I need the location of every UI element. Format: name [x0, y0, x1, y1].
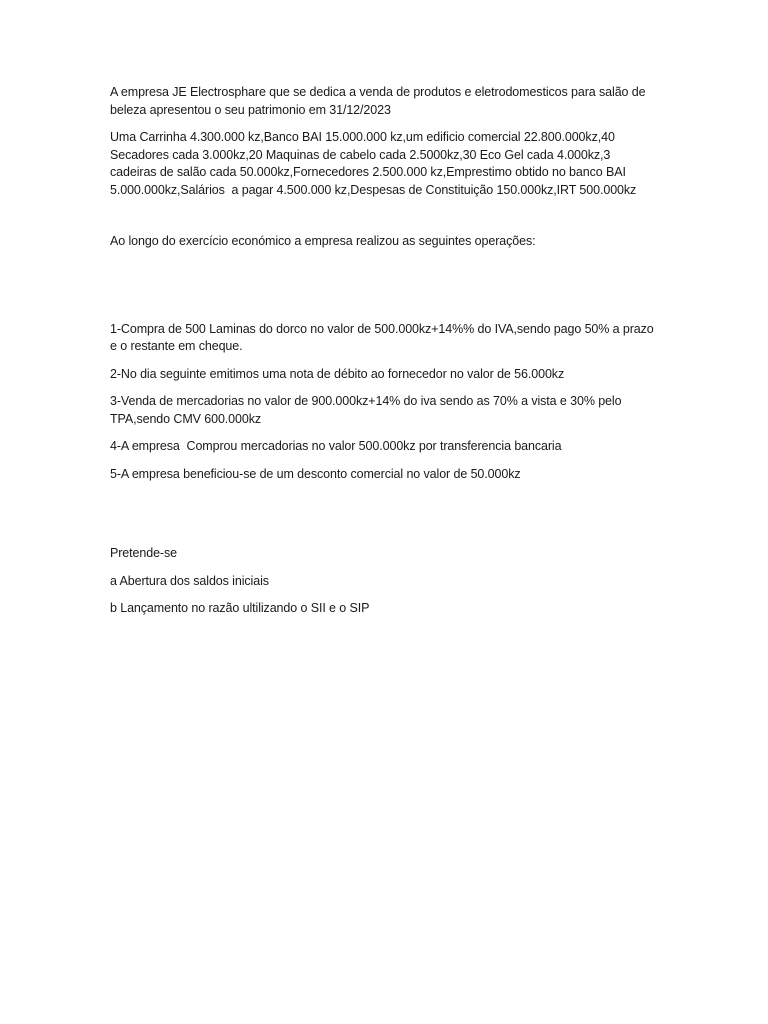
pretende-heading: Pretende-se: [110, 546, 177, 560]
operation-item: 4-A empresa Comprou mercadorias no valor 500.000kz por transferencia bancaria: [110, 439, 562, 453]
spacer: [110, 209, 655, 233]
spacer: [110, 493, 655, 545]
operation-item: 1-Compra de 500 Laminas do dorco no valor de 500.000kz+14%% do IVA,sendo pago 50% a prazo e o restante em cheque.: [110, 321, 658, 353]
operation-item: 2-No dia seguinte emitimos uma nota de débito ao fornecedor no valor de 56.000kz: [110, 366, 565, 381]
task-item: b Lançamento no razão ultilizando o SII e o SIP: [110, 601, 370, 615]
operation-item: 5-A empresa beneficiou-se de um desconto comercial no valor de 50.000kz: [110, 466, 521, 481]
operation-item: 3-Venda de mercadorias no valor de 900.000kz+14% do iva sendo as 70% a vista e 30% pelo TPA,sendo CMV 600.000kz: [110, 394, 625, 426]
patrimonio-paragraph: Uma Carrinha 4.300.000 kz,Banco BAI 15.000.000 kz,um edificio comercial 22.800.000kz,40 Secadores cada 3.000kz,20 Maquinas de cabelo cada 2.5000kz,30 Eco Gel cada 4.000kz,3 cadeiras de salão cada 50.000kz,Fornecedores 2.500.000 kz,Emprestimo obtido no banco BAI 5.000.000kz,Salários a pagar 4.500.000 kz,Despesas de Constituição 150.000kz,IRT 500.000kz: [110, 130, 637, 197]
document-body: [110, 84, 658, 628]
exercicio-intro-paragraph: Ao longo do exercício económico a empresa realizou as seguintes operações:: [110, 234, 536, 248]
spacer: [110, 261, 655, 321]
task-item: a Abertura dos saldos iniciais: [110, 573, 269, 588]
intro-paragraph: A empresa JE Electrosphare que se dedica a venda de produtos e eletrodomesticos para salão de beleza apresentou o seu patrimonio em 31/12/2023: [110, 85, 649, 117]
